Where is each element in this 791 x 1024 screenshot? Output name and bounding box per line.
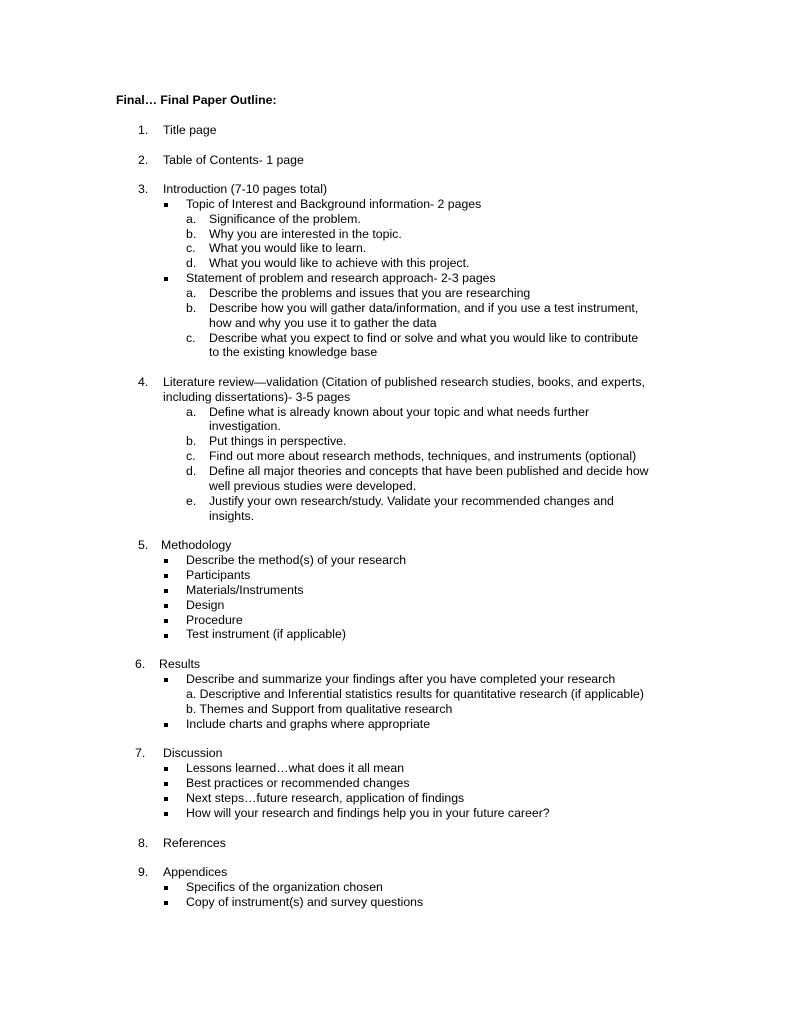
list-letter: c. (186, 241, 196, 255)
section-heading: Introduction (7-10 pages total) (163, 182, 328, 196)
list-item: Describe what you expect to find or solve and what you would like to contribute (209, 331, 639, 345)
bullet-marker (164, 589, 168, 593)
list-item: Put things in perspective. (209, 434, 347, 448)
list-letter: a. (186, 286, 197, 300)
bullet-item: Include charts and graphs where appropriate (186, 717, 431, 731)
list-item-continuation: how and why you use it to gather the data (209, 316, 437, 330)
list-item: Define all major theories and concepts that have been published and decide how (209, 464, 649, 478)
list-item: Describe how you will gather data/information, and if you use a test instrument, (209, 301, 639, 315)
list-item-continuation: to the existing knowledge base (209, 345, 378, 359)
sub-item: b. Themes and Support from qualitative research (186, 702, 453, 716)
list-letter: b. (186, 301, 197, 315)
bullet-marker (164, 886, 168, 890)
section-number: 4. (138, 375, 149, 389)
list-letter: d. (186, 256, 197, 270)
section-heading-continuation: including dissertations)- 3-5 pages (163, 390, 351, 404)
bullet-item: Best practices or recommended changes (186, 776, 410, 790)
list-item: What you would like to achieve with this project. (209, 256, 470, 270)
bullet-marker (164, 559, 168, 563)
bullet-marker (164, 782, 168, 786)
list-item-continuation: well previous studies were developed. (209, 479, 417, 493)
bullet-marker (164, 634, 168, 638)
bullet-item: Design (186, 598, 225, 612)
section-heading: Discussion (163, 746, 223, 760)
list-letter: c. (186, 331, 196, 345)
list-letter: b. (186, 434, 197, 448)
list-item: Why you are interested in the topic. (209, 227, 402, 241)
section-number: 6. (135, 657, 146, 671)
list-item: What you would like to learn. (209, 241, 367, 255)
section-heading: Appendices (163, 865, 228, 879)
section-number: 5. (138, 538, 149, 552)
section-number: 7. (135, 746, 146, 760)
bullet-marker (164, 277, 168, 281)
list-item: Define what is already known about your topic and what needs further (209, 405, 590, 419)
list-item: Find out more about research methods, techniques, and instruments (optional) (209, 449, 637, 463)
bullet-marker (164, 767, 168, 771)
bullet-marker (164, 604, 168, 608)
section-number: 9. (138, 865, 149, 879)
section-number: 1. (138, 123, 149, 137)
bullet-marker (164, 574, 168, 578)
bullet-marker (164, 723, 168, 727)
list-item-continuation: investigation. (209, 419, 281, 433)
list-letter: e. (186, 494, 197, 508)
list-item: Describe the problems and issues that you are researching (209, 286, 531, 300)
section-heading: Table of Contents- 1 page (163, 153, 304, 167)
bullet-item: Describe the method(s) of your research (186, 553, 407, 567)
bullet-marker (164, 203, 168, 207)
list-letter: a. (186, 405, 197, 419)
section-number: 3. (138, 182, 149, 196)
list-item-continuation: insights. (209, 509, 255, 523)
section-heading: References (163, 836, 226, 850)
list-item: Significance of the problem. (209, 212, 361, 226)
bullet-item: Participants (186, 568, 251, 582)
document-title: Final… Final Paper Outline: (116, 93, 277, 107)
section-heading: Results (159, 657, 201, 671)
section-heading: Methodology (161, 538, 232, 552)
section-heading: Title page (163, 123, 217, 137)
bullet-marker (164, 797, 168, 801)
bullet-item: Statement of problem and research approach- 2-3 pages (186, 271, 496, 285)
bullet-marker (164, 678, 168, 682)
bullet-item: Lessons learned…what does it all mean (186, 761, 405, 775)
list-letter: c. (186, 449, 196, 463)
section-number: 8. (138, 836, 149, 850)
bullet-item: Specifics of the organization chosen (186, 880, 383, 894)
sub-item: a. Descriptive and Inferential statistics results for quantitative research (if applicable) (186, 687, 644, 701)
bullet-item: How will your research and findings help you in your future career? (186, 806, 550, 820)
bullet-item: Procedure (186, 613, 243, 627)
bullet-item: Next steps…future research, application of findings (186, 791, 465, 805)
bullet-item: Test instrument (if applicable) (186, 627, 346, 641)
bullet-item: Describe and summarize your findings after you have completed your research (186, 672, 616, 686)
section-heading: Literature review—validation (Citation of published research studies, books, and experts, (163, 375, 645, 389)
bullet-marker (164, 619, 168, 623)
bullet-marker (164, 901, 168, 905)
section-number: 2. (138, 153, 149, 167)
list-letter: b. (186, 227, 197, 241)
bullet-item: Topic of Interest and Background information- 2 pages (186, 197, 482, 211)
list-letter: d. (186, 464, 197, 478)
bullet-item: Materials/Instruments (186, 583, 304, 597)
list-letter: a. (186, 212, 197, 226)
bullet-item: Copy of instrument(s) and survey questions (186, 895, 424, 909)
list-item: Justify your own research/study. Validate your recommended changes and (209, 494, 614, 508)
bullet-marker (164, 812, 168, 816)
